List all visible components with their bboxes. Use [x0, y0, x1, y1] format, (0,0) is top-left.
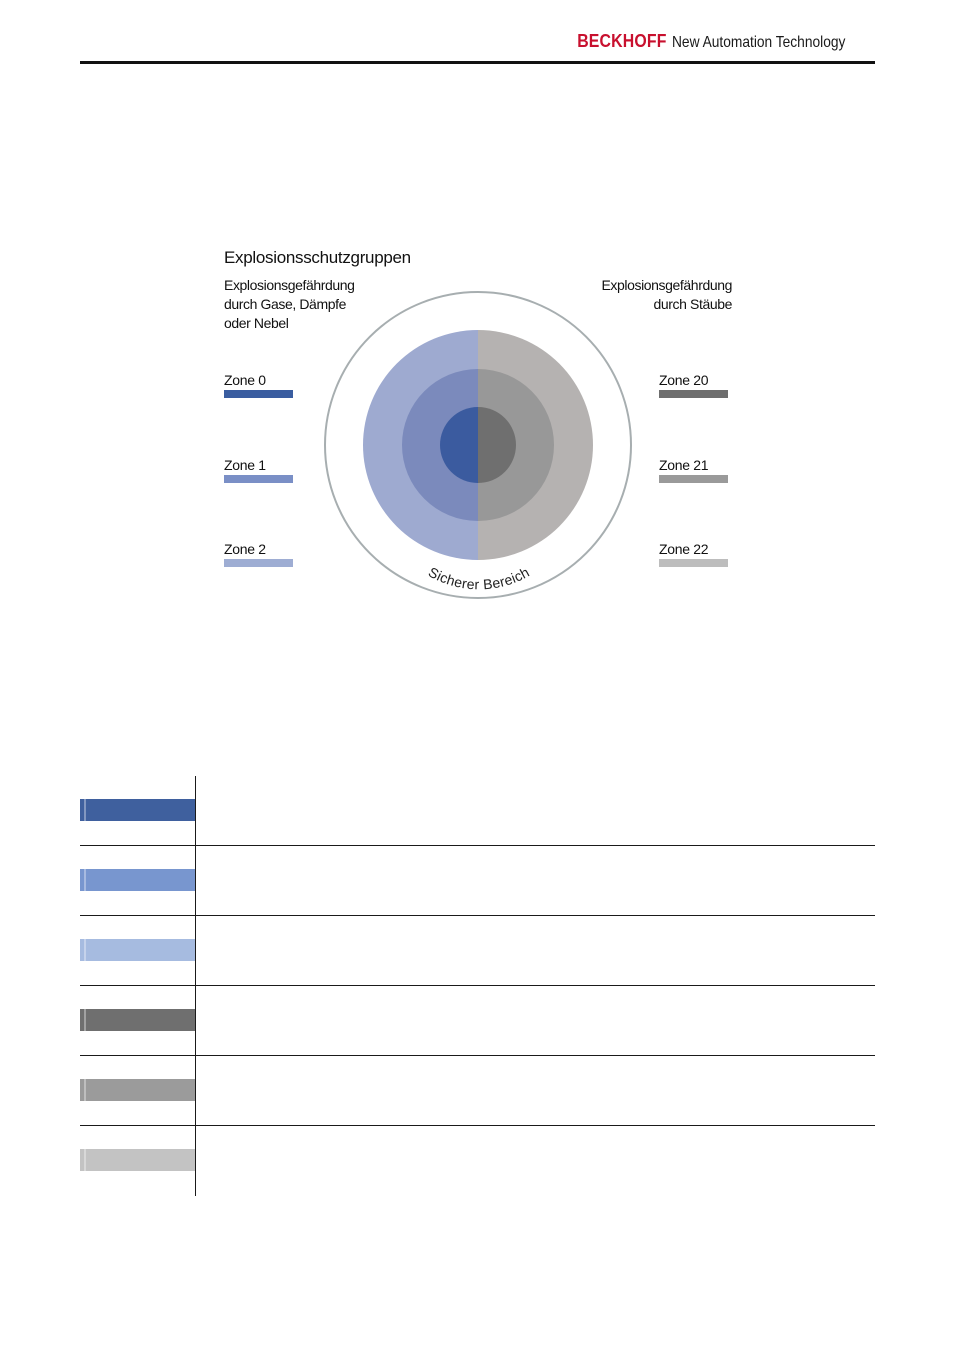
zone-color-cell [80, 986, 196, 1055]
zone-color-bar [80, 1079, 195, 1101]
dust-heading [601, 276, 732, 314]
gas-heading-line: oder Nebel [224, 315, 289, 331]
zone-color-cell [80, 1056, 196, 1125]
zone-table [80, 776, 875, 1196]
legend-zone-22-swatch [659, 559, 728, 567]
brand-name: BECKHOFF [576, 31, 667, 51]
zone-color-bar [80, 1009, 195, 1031]
gas-heading [224, 276, 355, 333]
zone-color-cell [80, 1126, 196, 1196]
legend-zone-21-swatch [659, 475, 728, 483]
legend-zone-21-label: Zone 21 [659, 457, 709, 473]
legend-zone-20-swatch [659, 390, 728, 398]
dust-heading-line: durch Stäube [653, 296, 732, 312]
gas-heading-line: Explosionsgefährdung [224, 277, 355, 293]
zone-color-bar [80, 869, 195, 891]
legend-zone-1-swatch [224, 475, 293, 483]
table-row [80, 776, 875, 846]
legend-zone-20-label: Zone 20 [659, 372, 709, 388]
zone-color-bar [80, 939, 195, 961]
legend-zone-0-label: Zone 0 [224, 372, 266, 388]
legend-zone-1-label: Zone 1 [224, 457, 266, 473]
gas-heading-line: durch Gase, Dämpfe [224, 296, 346, 312]
brand-tagline: New Automation Technology [672, 34, 846, 51]
legend-zone-2-swatch [224, 559, 293, 567]
table-row [80, 916, 875, 986]
safe-area-label: Sicherer Bereich [425, 563, 533, 593]
zone-color-cell [80, 916, 196, 985]
table-row [80, 1056, 875, 1126]
legend-zone-22-label: Zone 22 [659, 541, 709, 557]
figure-title: Explosionsschutzgruppen [224, 248, 411, 267]
dust-heading-line: Explosionsgefährdung [601, 277, 732, 293]
table-row [80, 846, 875, 916]
legend-zone-0-swatch [224, 390, 293, 398]
zone-color-cell [80, 846, 196, 915]
zone-color-cell [80, 776, 196, 845]
legend-zone-2-label: Zone 2 [224, 541, 266, 557]
table-row [80, 1126, 875, 1196]
zone-color-bar [80, 799, 195, 821]
zone-color-bar [80, 1149, 195, 1171]
table-row [80, 986, 875, 1056]
